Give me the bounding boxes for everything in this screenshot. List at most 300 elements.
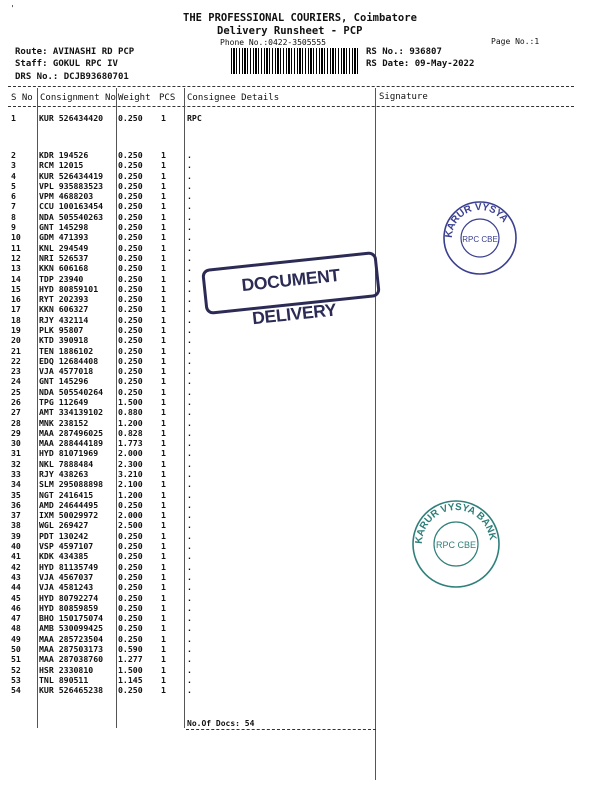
row-pcs: 1 [161, 448, 166, 459]
col-signature: Signature [379, 92, 428, 102]
row-consignment: RJY 438263 [39, 469, 89, 479]
row-consignee: . [187, 170, 192, 181]
row-consignment: RCM 12015 [39, 160, 84, 171]
row-weight: 1.500 [118, 664, 143, 675]
row-sno: 23 [11, 366, 21, 377]
barcode [231, 48, 359, 74]
row-weight: 0.250 [118, 602, 143, 613]
row-consignee: . [187, 150, 192, 160]
row-consignment: PDT 130242 [39, 530, 89, 541]
row-consignee: . [187, 448, 192, 459]
row-consignment: HYD 80859859 [39, 602, 99, 613]
page-number: Page No.:1 [491, 37, 540, 46]
row-sno: 16 [11, 294, 21, 305]
row-weight: 2.000 [118, 510, 143, 521]
row-consignee: . [187, 592, 192, 603]
row-pcs: 1 [161, 633, 166, 644]
row-sno: 30 [11, 438, 21, 449]
row-weight: 0.250 [118, 283, 143, 294]
table-row [0, 531, 600, 541]
row-weight: 0.250 [118, 263, 143, 274]
row-consignee: . [187, 520, 192, 531]
row-pcs: 1 [161, 407, 166, 418]
table-row [0, 428, 600, 438]
row-consignment: AMD 24644495 [39, 499, 99, 510]
row-consignee: . [187, 407, 192, 418]
row-pcs: 1 [161, 283, 166, 294]
row-weight: 1.200 [118, 417, 143, 428]
row-consignment: VSP 4597107 [39, 541, 94, 551]
row-sno: 20 [11, 335, 21, 346]
row-pcs: 1 [161, 294, 166, 305]
row-consignment: IXM 50029972 [39, 510, 99, 521]
row-consignment: MAA 287496025 [39, 427, 104, 438]
row-consignment: KUR 526434420 [39, 113, 104, 123]
row-sno: 24 [11, 376, 21, 387]
row-sno: 49 [11, 633, 21, 644]
row-weight: 1.277 [118, 654, 143, 665]
table-row [0, 634, 600, 644]
row-pcs: 1 [161, 489, 166, 500]
row-weight: 2.500 [118, 520, 143, 531]
row-consignee: . [187, 623, 192, 634]
row-consignee: . [187, 643, 192, 654]
table-row [0, 459, 600, 469]
row-pcs: 1 [161, 674, 166, 685]
row-sno: 26 [11, 397, 21, 407]
row-consignee: . [187, 427, 192, 438]
row-sno: 41 [11, 551, 21, 562]
table-row [0, 562, 600, 572]
row-pcs: 1 [161, 366, 166, 377]
row-sno: 15 [11, 283, 21, 294]
row-consignment: MNK 238152 [39, 417, 89, 428]
row-pcs: 1 [161, 180, 166, 191]
table-row [0, 541, 600, 551]
row-pcs: 1 [161, 355, 166, 366]
rs-date: RS Date: 09-May-2022 [366, 59, 475, 69]
row-pcs: 1 [161, 479, 166, 490]
row-consignment: TNL 890511 [39, 674, 89, 685]
row-consignee: . [187, 160, 192, 171]
table-row [0, 397, 600, 407]
row-consignment: EDQ 12684408 [39, 355, 99, 366]
row-sno: 42 [11, 561, 21, 572]
row-sno: 27 [11, 407, 21, 418]
row-weight: 0.250 [118, 376, 143, 387]
row-weight: 0.250 [118, 160, 143, 171]
row-weight: 0.250 [118, 170, 143, 181]
runsheet-title: Delivery Runsheet - PCP [217, 25, 363, 37]
row-consignment: GNT 145298 [39, 222, 89, 232]
row-consignment: TDP 23940 [39, 273, 84, 284]
row-consignee: . [187, 355, 192, 366]
table-row [0, 572, 600, 582]
row-consignee: . [187, 345, 192, 356]
row-weight: 2.100 [118, 479, 143, 490]
table-row [0, 160, 600, 170]
row-weight: 0.250 [118, 355, 143, 366]
row-consignment: NGT 2416415 [39, 489, 94, 500]
row-pcs: 1 [161, 211, 166, 222]
row-sno: 10 [11, 232, 21, 243]
row-pcs: 1 [161, 201, 166, 212]
row-consignee: . [187, 479, 192, 490]
table-row [0, 593, 600, 603]
row-weight: 0.250 [118, 201, 143, 212]
staff: Staff: GOKUL RPC IV [15, 59, 118, 69]
row-consignment: CCU 100163454 [39, 201, 104, 212]
row-pcs: 1 [161, 345, 166, 356]
row-weight: 0.250 [118, 191, 143, 202]
row-pcs: 1 [161, 263, 166, 274]
row-consignment: GDM 471393 [39, 232, 89, 243]
row-weight: 1.773 [118, 438, 143, 449]
row-consignment: KDR 194526 [39, 150, 89, 160]
row-consignment: MAA 285723504 [39, 633, 104, 644]
row-weight: 1.500 [118, 397, 143, 407]
row-consignment: NKL 7888484 [39, 458, 94, 469]
row-weight: 0.250 [118, 561, 143, 572]
row-consignee: . [187, 417, 192, 428]
document-delivery-stamp: DOCUMENT DELIVERY [201, 251, 381, 315]
row-sno: 3 [11, 160, 16, 171]
row-consignment: VPL 935883523 [39, 180, 104, 191]
row-weight: 0.250 [118, 551, 143, 562]
table-row [0, 500, 600, 510]
row-weight: 0.250 [118, 386, 143, 397]
company-title: THE PROFESSIONAL COURIERS, Coimbatore [183, 12, 417, 24]
seal-1-center-text: RPC CBE [462, 235, 498, 244]
table-row [0, 181, 600, 191]
row-consignment: KTD 390918 [39, 335, 89, 346]
row-sno: 47 [11, 613, 21, 623]
row-pcs: 1 [161, 335, 166, 346]
row-pcs: 1 [161, 530, 166, 541]
row-sno: 2 [11, 150, 16, 160]
row-weight: 0.250 [118, 685, 143, 696]
row-weight: 0.250 [118, 592, 143, 603]
row-consignee: . [187, 386, 192, 397]
row-weight: 1.145 [118, 674, 143, 685]
row-sno: 4 [11, 170, 16, 181]
row-sno: 7 [11, 201, 16, 212]
row-consignee: . [187, 211, 192, 222]
row-sno: 5 [11, 180, 16, 191]
row-consignee: . [187, 541, 192, 551]
row-consignee: . [187, 304, 192, 315]
row-consignment: SLM 295088898 [39, 479, 104, 490]
table-row [0, 685, 600, 695]
row-pcs: 1 [161, 376, 166, 387]
table-row [0, 613, 600, 623]
row-consignee: . [187, 582, 192, 593]
table-row [0, 346, 600, 356]
row-pcs: 1 [161, 170, 166, 181]
row-sno: 28 [11, 417, 21, 428]
seal-2-center-text: RPC CBE [435, 540, 477, 550]
row-weight: 3.210 [118, 469, 143, 479]
row-consignment: VJA 4581243 [39, 582, 94, 593]
table-row [0, 644, 600, 654]
row-weight: 0.250 [118, 530, 143, 541]
row-sno: 53 [11, 674, 21, 685]
row-consignee: . [187, 273, 192, 284]
row-pcs: 1 [161, 417, 166, 428]
row-consignment: MAA 288444189 [39, 438, 104, 449]
row-pcs: 1 [161, 304, 166, 315]
row-pcs: 1 [161, 613, 166, 623]
row-consignee: . [187, 191, 192, 202]
row-weight: 0.880 [118, 407, 143, 418]
row-consignee: . [187, 530, 192, 541]
row-consignment: KNL 294549 [39, 242, 89, 253]
row-pcs: 1 [161, 191, 166, 202]
table-row [0, 448, 600, 458]
row-consignment: TPG 112649 [39, 397, 89, 407]
row-sno: 54 [11, 685, 21, 696]
row-pcs: 1 [161, 520, 166, 531]
row-pcs: 1 [161, 469, 166, 479]
row-pcs: 1 [161, 582, 166, 593]
table-row [0, 582, 600, 592]
row-pcs: 1 [161, 541, 166, 551]
row-sno: 14 [11, 273, 21, 284]
table-row [0, 551, 600, 561]
row-weight: 0.250 [118, 304, 143, 315]
row-consignment: HSR 2330810 [39, 664, 94, 675]
table-row [0, 654, 600, 664]
row-consignee: . [187, 252, 192, 263]
row-consignee: . [187, 561, 192, 572]
seal-1-top-text: KARUR VYSYA [443, 201, 510, 239]
row-sno: 39 [11, 530, 21, 541]
table-row [0, 490, 600, 500]
row-pcs: 1 [161, 386, 166, 397]
row-pcs: 1 [161, 643, 166, 654]
row-consignee: . [187, 571, 192, 582]
row-sno: 51 [11, 654, 21, 665]
row-consignment: TEN 1886102 [39, 345, 94, 356]
row-sno: 11 [11, 242, 21, 253]
row-consignee: . [187, 469, 192, 479]
row-consignee: . [187, 324, 192, 335]
row-pcs: 1 [161, 623, 166, 634]
col-pcs: PCS [159, 93, 176, 103]
row-consignment: BHO 150175074 [39, 613, 104, 623]
table-row [0, 510, 600, 520]
row-weight: 0.250 [118, 232, 143, 243]
row-weight: 2.000 [118, 448, 143, 459]
row-sno: 18 [11, 314, 21, 325]
col-consignee: Consignee Details [187, 93, 280, 103]
row-consignee: . [187, 674, 192, 685]
row-sno: 1 [11, 113, 16, 123]
row-pcs: 1 [161, 150, 166, 160]
row-sno: 22 [11, 355, 21, 366]
row-consignee: . [187, 602, 192, 613]
row-consignee: . [187, 489, 192, 500]
table-row [0, 171, 600, 181]
row-consignment: MAA 287503173 [39, 643, 104, 654]
table-row [0, 665, 600, 675]
row-consignee: . [187, 366, 192, 377]
row-consignment: HYD 81135749 [39, 561, 99, 572]
row-weight: 2.300 [118, 458, 143, 469]
row-consignee: . [187, 613, 192, 623]
row-consignment: VPM 4688203 [39, 191, 94, 202]
row-sno: 37 [11, 510, 21, 521]
row-pcs: 1 [161, 561, 166, 572]
row-weight: 0.250 [118, 242, 143, 253]
drs-number: DRS No.: DCJB93680701 [15, 72, 129, 82]
row-pcs: 1 [161, 113, 166, 123]
row-pcs: 1 [161, 551, 166, 562]
row-weight: 0.250 [118, 613, 143, 623]
table-row [0, 603, 600, 613]
row-sno: 43 [11, 571, 21, 582]
row-weight: 1.200 [118, 489, 143, 500]
row-pcs: 1 [161, 510, 166, 521]
row-sno: 52 [11, 664, 21, 675]
table-row [0, 113, 600, 123]
row-sno: 46 [11, 602, 21, 613]
row-sno: 33 [11, 469, 21, 479]
row-consignee: . [187, 201, 192, 212]
header-top-rule [8, 86, 574, 87]
row-consignment: VJA 4567037 [39, 571, 94, 582]
table-row [0, 150, 600, 160]
corner-mark: ' [10, 4, 15, 13]
row-consignee: . [187, 263, 192, 274]
row-consignment: GNT 145296 [39, 376, 89, 387]
row-sno: 17 [11, 304, 21, 315]
row-consignee: . [187, 232, 192, 243]
row-consignment: RJY 432114 [39, 314, 89, 325]
row-weight: 0.250 [118, 571, 143, 582]
row-consignment: PLK 95807 [39, 324, 84, 335]
table-row [0, 366, 600, 376]
row-sno: 32 [11, 458, 21, 469]
row-sno: 8 [11, 211, 16, 222]
row-weight: 0.250 [118, 623, 143, 634]
row-sno: 25 [11, 386, 21, 397]
row-sno: 21 [11, 345, 21, 356]
row-consignee: . [187, 510, 192, 521]
table-row [0, 335, 600, 345]
row-consignment: MAA 287038760 [39, 654, 104, 665]
row-weight: 0.250 [118, 366, 143, 377]
row-consignment: VJA 4577018 [39, 366, 94, 377]
table-row [0, 623, 600, 633]
row-consignee: . [187, 685, 192, 696]
row-weight: 0.250 [118, 294, 143, 305]
col-sno: S No [11, 93, 33, 103]
row-pcs: 1 [161, 232, 166, 243]
row-pcs: 1 [161, 592, 166, 603]
row-consignee: . [187, 222, 192, 232]
row-sno: 48 [11, 623, 21, 634]
table-row [0, 376, 600, 386]
row-sno: 12 [11, 252, 21, 263]
row-consignee: . [187, 242, 192, 253]
row-consignee: . [187, 283, 192, 294]
row-consignment: HYD 81071969 [39, 448, 99, 459]
row-consignment: KDK 434385 [39, 551, 89, 562]
row-weight: 0.250 [118, 273, 143, 284]
row-weight: 0.250 [118, 211, 143, 222]
row-weight: 0.590 [118, 643, 143, 654]
row-weight: 0.250 [118, 150, 143, 160]
row-consignment: NRI 526537 [39, 252, 89, 263]
col-weight: Weight [118, 93, 151, 103]
row-sno: 19 [11, 324, 21, 335]
row-sno: 13 [11, 263, 21, 274]
col-consignment: Consignment No [40, 93, 116, 103]
bank-seal-2 [410, 498, 502, 590]
row-consignee: . [187, 458, 192, 469]
row-pcs: 1 [161, 685, 166, 696]
row-consignee: . [187, 376, 192, 387]
route: Route: AVINASHI RD PCP [15, 47, 135, 57]
header-bottom-rule [8, 106, 574, 107]
table-row [0, 407, 600, 417]
row-consignment: RYT 202393 [39, 294, 89, 305]
row-consignment: NDA 505540263 [39, 211, 104, 222]
row-sno: 50 [11, 643, 21, 654]
row-weight: 0.250 [118, 633, 143, 644]
row-sno: 44 [11, 582, 21, 593]
row-pcs: 1 [161, 222, 166, 232]
seal-2-top-text: KARUR VYSYA BANK [413, 501, 498, 545]
row-sno: 34 [11, 479, 21, 490]
row-pcs: 1 [161, 314, 166, 325]
docs-count: No.Of Docs: 54 [187, 719, 255, 728]
row-weight: 0.250 [118, 252, 143, 263]
row-sno: 40 [11, 541, 21, 551]
row-weight: 0.250 [118, 324, 143, 335]
row-sno: 9 [11, 222, 16, 232]
row-consignment: HYD 80792274 [39, 592, 99, 603]
row-consignment: KUR 526465238 [39, 685, 104, 696]
row-pcs: 1 [161, 664, 166, 675]
table-row [0, 520, 600, 530]
row-consignee: . [187, 633, 192, 644]
row-consignee: . [187, 499, 192, 510]
row-sno: 6 [11, 191, 16, 202]
table-row [0, 387, 600, 397]
row-consignment: AMB 530099425 [39, 623, 104, 634]
row-pcs: 1 [161, 397, 166, 407]
row-consignee: . [187, 438, 192, 449]
row-consignment: HYD 80859101 [39, 283, 99, 294]
row-consignee: . [187, 180, 192, 191]
row-weight: 0.250 [118, 222, 143, 232]
row-consignee: . [187, 551, 192, 562]
row-consignee: . [187, 335, 192, 346]
row-consignment: KUR 526434419 [39, 170, 104, 181]
row-consignee: . [187, 664, 192, 675]
row-sno: 35 [11, 489, 21, 500]
row-pcs: 1 [161, 458, 166, 469]
row-consignment: KKN 606168 [39, 263, 89, 274]
row-weight: 0.250 [118, 335, 143, 346]
row-weight: 0.250 [118, 345, 143, 356]
row-weight: 0.250 [118, 499, 143, 510]
row-pcs: 1 [161, 571, 166, 582]
table-row [0, 438, 600, 448]
phone-number: Phone No.:0422-3505555 [220, 38, 326, 47]
